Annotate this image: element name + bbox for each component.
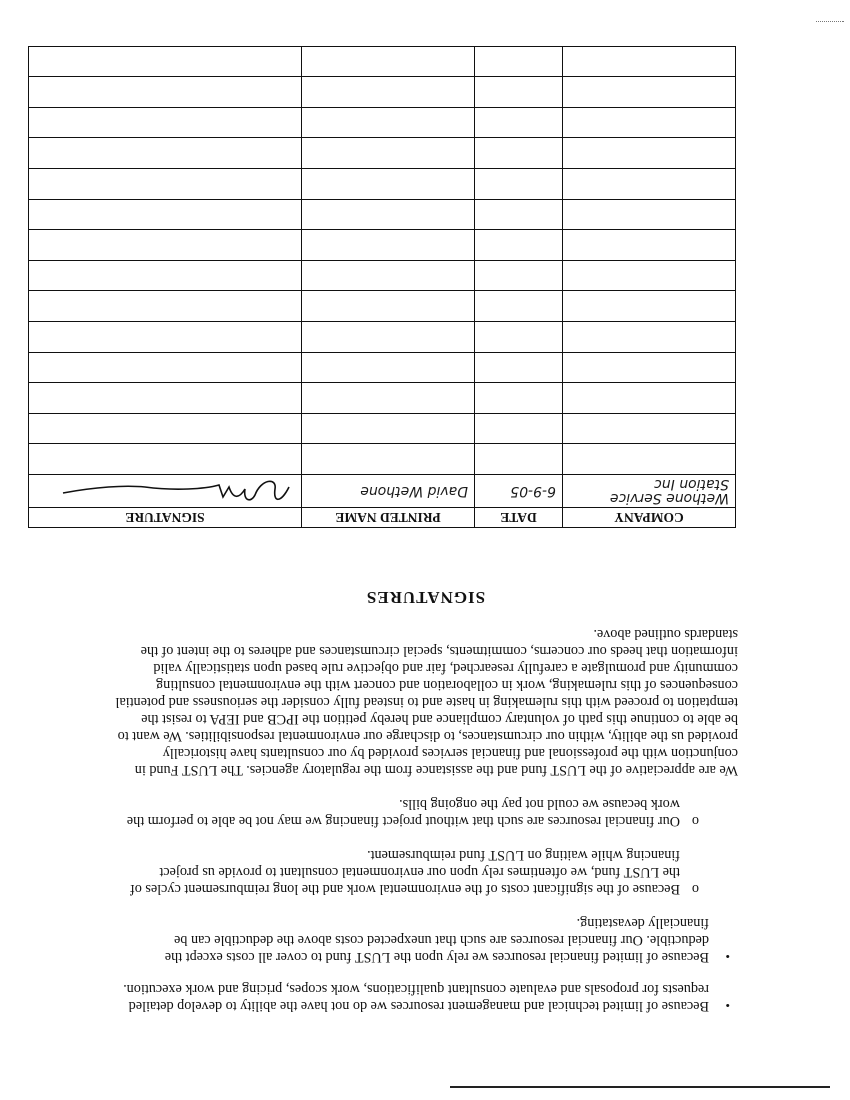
signature-row-empty <box>29 46 736 77</box>
empty-cell <box>475 199 563 230</box>
signature-row-empty <box>29 199 736 230</box>
empty-cell <box>475 107 563 138</box>
bullet-item <box>113 980 738 1014</box>
empty-cell <box>563 46 736 77</box>
header-signature: SIGNATURE <box>29 508 302 528</box>
empty-cell <box>563 291 736 322</box>
empty-cell <box>302 138 475 169</box>
signature-row-empty <box>29 169 736 200</box>
empty-cell <box>475 413 563 444</box>
sub-item <box>113 846 709 897</box>
handwritten-signature <box>55 475 295 507</box>
empty-cell <box>29 322 302 353</box>
empty-cell <box>475 444 563 475</box>
empty-cell <box>29 77 302 108</box>
empty-cell <box>475 260 563 291</box>
empty-cell <box>475 322 563 353</box>
empty-cell <box>475 230 563 261</box>
signature-row-empty <box>29 352 736 383</box>
signature-row-empty <box>29 107 736 138</box>
signature-row-empty <box>29 138 736 169</box>
sub-item-text: Because of the significant costs of the environmental work and the long reimbursement cycles of the LUST fund, we oftentimes rely upon our environmental consultant to provide us project financing while waiting on LUST fund reimbursement. <box>130 847 680 897</box>
letter-body <box>113 582 738 1014</box>
empty-cell <box>563 77 736 108</box>
empty-cell <box>563 383 736 414</box>
empty-cell <box>302 199 475 230</box>
concerns-list <box>113 795 738 1014</box>
signature-row-empty <box>29 230 736 261</box>
header-printed-name: PRINTED NAME <box>302 508 475 528</box>
bullet-item <box>113 795 738 965</box>
empty-cell <box>302 169 475 200</box>
empty-cell <box>563 322 736 353</box>
signature-cell <box>29 475 302 508</box>
empty-cell <box>29 230 302 261</box>
sub-item <box>113 795 709 829</box>
empty-cell <box>302 322 475 353</box>
petition-paragraph: We are appreciative of the LUST fund and the assistance from the regulatory agencies. The LUST Fund in conjunction with the professional and financial services provided by our consultants have historically provided us the ability, within our circumstances, to discharge our environmental responsibilities. We want to be able to continue this path of voluntary compliance and hereby petition the IPCB and IEPA to resist the temptation to proceed with this rulemaking in haste and to instead fully consider the seriousness and potential consequences of this rulemaking, work in collaboration and concert with the environmental consulting community and promulgate a carefully researched, fair and objective rule based upon statistically valid information that heeds our concerns, commitments, special circumstances and adheres to the intent of the standards outlined above. <box>115 626 738 778</box>
empty-cell <box>29 291 302 322</box>
empty-cell <box>302 46 475 77</box>
empty-cell <box>29 413 302 444</box>
empty-cell <box>563 413 736 444</box>
empty-cell <box>563 199 736 230</box>
signature-row-empty <box>29 322 736 353</box>
sub-item-text: Our financial resources are such that without project financing we may not be able to perform the work because we could not pay the ongoing bills. <box>126 796 680 829</box>
empty-cell <box>475 138 563 169</box>
empty-cell <box>302 352 475 383</box>
empty-cell <box>29 169 302 200</box>
empty-cell <box>302 291 475 322</box>
signature-row-empty <box>29 260 736 291</box>
header-date: DATE <box>475 508 563 528</box>
signature-header-row <box>29 508 736 528</box>
scan-dots <box>816 21 844 22</box>
empty-cell <box>563 260 736 291</box>
empty-cell <box>563 444 736 475</box>
empty-cell <box>563 138 736 169</box>
signature-row <box>29 475 736 508</box>
empty-cell <box>563 169 736 200</box>
empty-cell <box>475 291 563 322</box>
company-cell: Wethone Service Station Inc <box>563 475 736 508</box>
empty-cell <box>302 230 475 261</box>
empty-cell <box>475 46 563 77</box>
empty-cell <box>29 260 302 291</box>
signatures-heading: SIGNATURES <box>365 588 486 607</box>
bullet-text: Because of limited technical and management resources we do not have the ability to develop detailed requests for proposals and evaluate consultant qualifications, work scopes, pricing and work execution. <box>123 981 709 1014</box>
empty-cell <box>302 107 475 138</box>
empty-cell <box>563 230 736 261</box>
empty-cell <box>29 352 302 383</box>
sub-list <box>113 795 709 897</box>
empty-cell <box>475 77 563 108</box>
empty-cell <box>29 46 302 77</box>
empty-cell <box>475 169 563 200</box>
bullet-text: Because of limited financial resources we rely upon the LUST fund to cover all costs except the deductible. Our financial resources are such that unexpected costs above the deductible can be financially devastating. <box>164 915 709 965</box>
empty-cell <box>29 107 302 138</box>
empty-cell <box>302 260 475 291</box>
empty-cell <box>302 444 475 475</box>
signature-row-empty <box>29 444 736 475</box>
printed-name-cell: David Wethone <box>302 475 475 508</box>
date-cell: 6-9-05 <box>475 475 563 508</box>
empty-cell <box>302 77 475 108</box>
signature-table <box>28 46 736 528</box>
signature-row-empty <box>29 77 736 108</box>
empty-cell <box>475 383 563 414</box>
empty-cell <box>29 199 302 230</box>
empty-cell <box>29 444 302 475</box>
scan-edge-line <box>450 1086 830 1088</box>
empty-cell <box>29 138 302 169</box>
header-company: COMPANY <box>563 508 736 528</box>
empty-cell <box>302 413 475 444</box>
empty-cell <box>563 352 736 383</box>
signature-row-empty <box>29 413 736 444</box>
signature-row-empty <box>29 291 736 322</box>
empty-cell <box>563 107 736 138</box>
empty-cell <box>29 383 302 414</box>
empty-cell <box>475 352 563 383</box>
empty-cell <box>302 383 475 414</box>
signature-row-empty <box>29 383 736 414</box>
